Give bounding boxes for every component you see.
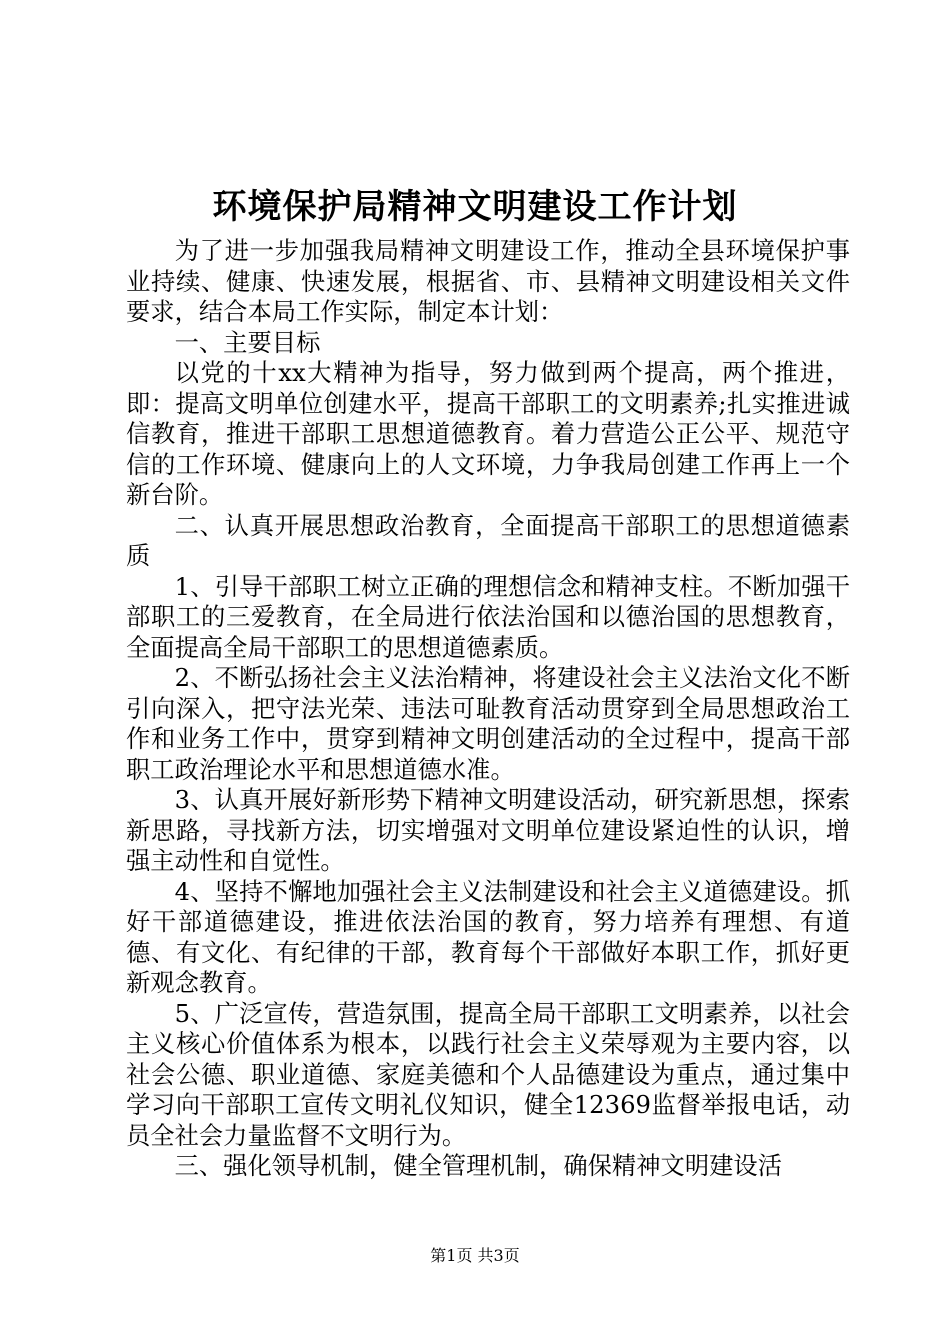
section-heading-main-goals: 一、主要目标 — [174, 327, 321, 357]
section-heading-political-education: 二、认真开展思想政治教育，全面提高干部职工的思想道德素质 — [126, 510, 850, 570]
section-heading-leadership: 三、强化领导机制，健全管理机制，确保精神文明建设活 — [174, 1151, 783, 1180]
paragraph-item-2: 2、不断弘扬社会主义法治精神，将建设社会主义法治文化不断引向深入，把守法光荣、违法可耻教育活动贯穿到全局思想政治工作和业务工作中，贯穿到精神文明创建活动的全过程中，提高干部职工政治理论水平和思想道德水准。 — [126, 663, 850, 784]
page-number-footer: 第1页 共3页 — [430, 1246, 520, 1265]
paragraph-item-4: 4、坚持不懈地加强社会主义法制建设和社会主义道德建设。抓好干部道德建设，推进依法治国的教育，努力培养有理想、有道德、有文化、有纪律的干部，教育每个干部做好本职工作，抓好更新观念教育。 — [126, 876, 850, 997]
paragraph-intro: 为了进一步加强我局精神文明建设工作，推动全县环境保护事业持续、健康、快速发展，根据省、市、县精神文明建设相关文件要求，结合本局工作实际，制定本计划： — [126, 236, 850, 326]
paragraph-main-goals: 以党的十xx大精神为指导，努力做到两个提高，两个推进，即：提高文明单位创建水平，提高干部职工的文明素养;扎实推进诚信教育，推进干部职工思想道德教育。着力营造公正公平、规范守信的工作环境、健康向上的人文环境，力争我局创建工作再上一个新台阶。 — [126, 358, 850, 509]
paragraph-item-1: 1、引导干部职工树立正确的理想信念和精神支柱。不断加强干部职工的三爱教育，在全局进行依法治国和以德治国的思想教育，全面提高全局干部职工的思想道德素质。 — [126, 571, 850, 662]
paragraph-item-3: 3、认真开展好新形势下精神文明建设活动，研究新思想，探索新思路，寻找新方法，切实增强对文明单位建设紧迫性的认识，增强主动性和自觉性。 — [126, 785, 850, 875]
paragraph-item-5: 5、广泛宣传，营造氛围，提高全局干部职工文明素养，以社会主义核心价值体系为根本，以践行社会主义荣辱观为主要内容，以社会公德、职业道德、家庭美德和个人品德建设为重点，通过集中学习向干部职工宣传文明礼仪知识，健全12369监督举报电话，动员全社会力量监督不文明行为。 — [126, 998, 850, 1150]
document-body — [126, 236, 850, 1182]
document-title: 环境保护局精神文明建设工作计划 — [212, 187, 738, 227]
